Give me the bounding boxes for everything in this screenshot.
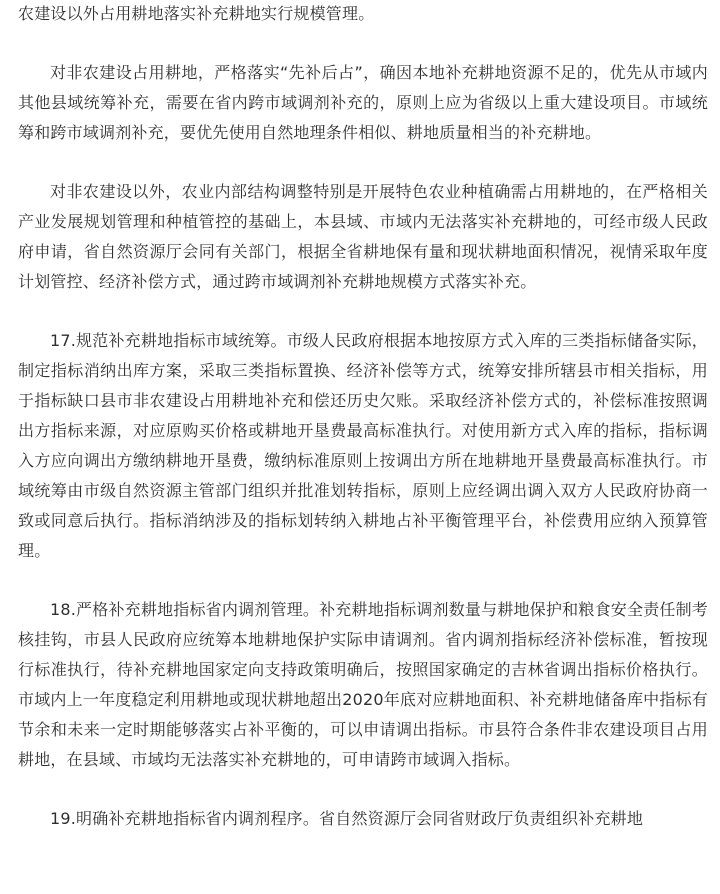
paragraph-gap bbox=[18, 297, 708, 326]
paragraph-gap bbox=[18, 148, 708, 177]
paragraph-gap bbox=[18, 775, 708, 804]
paragraph-item-19: 19.明确补充耕地指标省内调剂程序。省自然资源厅会同省财政厅负责组织补充耕地 bbox=[50, 809, 644, 828]
paragraph-gap bbox=[18, 29, 708, 58]
paragraph-gap bbox=[18, 566, 708, 595]
paragraph-occupation-non-agricultural: 对非农建设占用耕地，严格落实“先补后占”，确因本地补充耕地资源不足的，优先从市域内其他县域统筹补充，需要在省内跨市域调剂补充的，原则上应为省级以上重大建设项目。市域统筹和跨市域调剂补充，要优先使用自然地理条件相似、耕地质量相当的补充耕地。 bbox=[18, 63, 708, 142]
paragraph-continuation: 农建设以外占用耕地落实补充耕地实行规模管理。 bbox=[18, 4, 375, 23]
paragraph-item-18: 18.严格补充耕地指标省内调剂管理。补充耕地指标调剂数量与耕地保护和粮食安全责任制考核挂钩，市县人民政府应统筹本地耕地保护实际申请调剂。省内调剂指标经济补偿标准，暂按现行标准执行，待补充耕地国家定向支持政策明确后，按照国家确定的吉林省调出指标价格执行。市域内上一年度稳定利用耕地或现状耕地超出2020年底对应耕地面积、补充耕地储备库中指标有节余和未来一定时期能够落实占补平衡的，可以申请调出指标。市县符合条件非农建设项目占用耕地，在县域、市域均无法落实补充耕地的，可申请跨市域调入指标。 bbox=[18, 600, 708, 769]
paragraph-agricultural-adjustment: 对非农建设以外，农业内部结构调整特别是开展特色农业种植确需占用耕地的，在严格相关产业发展规划管理和种植管控的基础上，本县域、市域内无法落实补充耕地的，可经市级人民政府申请，省自然资源厅会同有关部门，根据全省耕地保有量和现状耕地面积情况，视情采取年度计划管控、经济补偿方式，通过跨市域调剂补充耕地规模方式落实补充。 bbox=[18, 182, 708, 291]
paragraph-item-17: 17.规范补充耕地指标市域统筹。市级人民政府根据本地按原方式入库的三类指标储备实际，制定指标消纳出库方案，采取三类指标置换、经济补偿等方式，统筹安排所辖县市相关指标，用于指标缺口县市非农建设占用耕地补充和偿还历史欠账。采取经济补偿方式的，补偿标准按照调出方指标来源，对应原购买价格或耕地开垦费最高标准执行。对使用新方式入库的指标，指标调入方应向调出方缴纳耕地开垦费，缴纳标准原则上按调出方所在地耕地开垦费最高标准执行。市域统筹由市级自然资源主管部门组织并批准划转指标，原则上应经调出调入双方人民政府协商一致或同意后执行。指标消纳涉及的指标划转纳入耕地占补平衡管理平台，补偿费用应纳入预算管理。 bbox=[18, 331, 708, 560]
